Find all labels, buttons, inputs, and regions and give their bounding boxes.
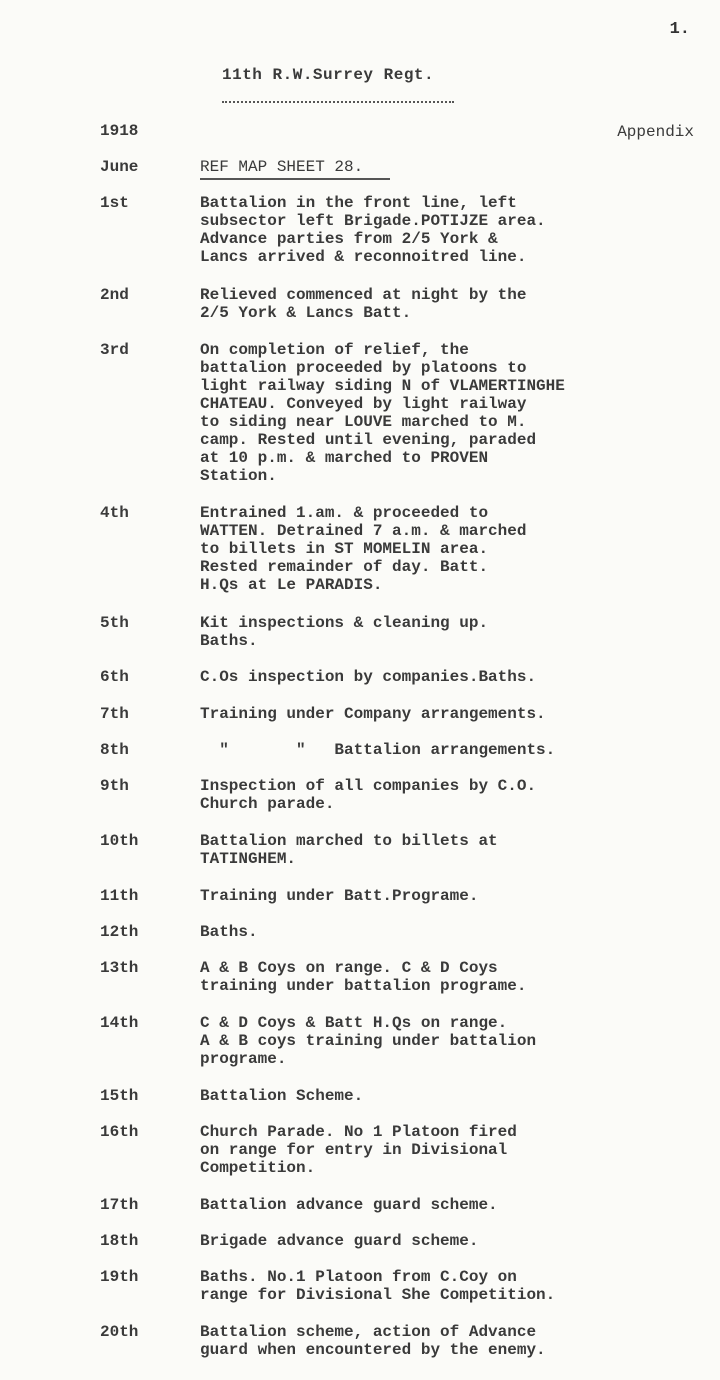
- month-label: June: [100, 158, 139, 176]
- entry-text: " " Battalion arrangements.: [200, 741, 556, 759]
- entry-date: 15th: [100, 1087, 139, 1105]
- entry-date: 17th: [100, 1196, 139, 1214]
- entry-text: Battalion advance guard scheme.: [200, 1196, 498, 1214]
- entry-text: Battalion Scheme.: [200, 1087, 364, 1105]
- page-number: 1.: [669, 20, 690, 39]
- entry-date: 20th: [100, 1323, 139, 1341]
- entry-date: 12th: [100, 923, 139, 941]
- entry-date: 11th: [100, 887, 139, 905]
- entry-text: Training under Batt.Programe.: [200, 887, 479, 905]
- entry-text: Baths.: [200, 923, 258, 941]
- entry-date: 3rd: [100, 341, 129, 359]
- entry-date: 6th: [100, 668, 129, 686]
- entry-text: Church Parade. No 1 Platoon fired on range for entry in Divisional Competition.: [200, 1123, 517, 1177]
- entry-date: 4th: [100, 504, 129, 522]
- entry-date: 9th: [100, 777, 129, 795]
- entry-date: 2nd: [100, 286, 129, 304]
- entry-date: 1st: [100, 194, 129, 212]
- ref-map-underline: [200, 178, 390, 180]
- entry-text: Relieved commenced at night by the 2/5 York & Lancs Batt.: [200, 286, 527, 322]
- appendix-label: Appendix: [617, 123, 694, 141]
- entry-date: 10th: [100, 832, 139, 850]
- year-label: 1918: [100, 122, 139, 140]
- entry-date: 16th: [100, 1123, 139, 1141]
- entry-text: Battalion scheme, action of Advance guard when encountered by the enemy.: [200, 1323, 546, 1359]
- entry-text: C.Os inspection by companies.Baths.: [200, 668, 537, 686]
- entry-text: Battalion in the front line, left subsector left Brigade.POTIJZE area. Advance parties from 2/5 York & Lancs arrived & reconnoitred line.: [200, 194, 546, 266]
- entry-text: Kit inspections & cleaning up. Baths.: [200, 614, 489, 650]
- entry-text: Entrained 1.am. & proceeded to WATTEN. Detrained 7 a.m. & marched to billets in ST MOMELIN area. Rested remainder of day. Batt. H.Qs at Le PARADIS.: [200, 504, 527, 594]
- entry-date: 18th: [100, 1232, 139, 1250]
- page-title: 11th R.W.Surrey Regt.: [222, 66, 435, 84]
- entry-text: A & B Coys on range. C & D Coys training under battalion programe.: [200, 959, 527, 995]
- entry-date: 19th: [100, 1268, 139, 1286]
- entry-text: Baths. No.1 Platoon from C.Coy on range for Divisional She Competition.: [200, 1268, 556, 1304]
- entry-date: 8th: [100, 741, 129, 759]
- entry-text: On completion of relief, the battalion proceeded by platoons to light railway siding N of VLAMERTINGHE CHATEAU. Conveyed by light railway to siding near LOUVE marched to M. camp. Rested until evening, paraded at 10 p.m. & marched to PROVEN Station.: [200, 341, 565, 485]
- entry-text: Brigade advance guard scheme.: [200, 1232, 479, 1250]
- entry-text: Training under Company arrangements.: [200, 705, 546, 723]
- title-underline: [222, 101, 454, 103]
- entry-date: 14th: [100, 1014, 139, 1032]
- ref-map-heading: REF MAP SHEET 28.: [200, 158, 364, 176]
- entry-date: 13th: [100, 959, 139, 977]
- entry-date: 7th: [100, 705, 129, 723]
- entry-text: C & D Coys & Batt H.Qs on range. A & B coys training under battalion programe.: [200, 1014, 537, 1068]
- entry-text: Battalion marched to billets at TATINGHEM.: [200, 832, 498, 868]
- entry-date: 5th: [100, 614, 129, 632]
- entry-text: Inspection of all companies by C.O. Church parade.: [200, 777, 537, 813]
